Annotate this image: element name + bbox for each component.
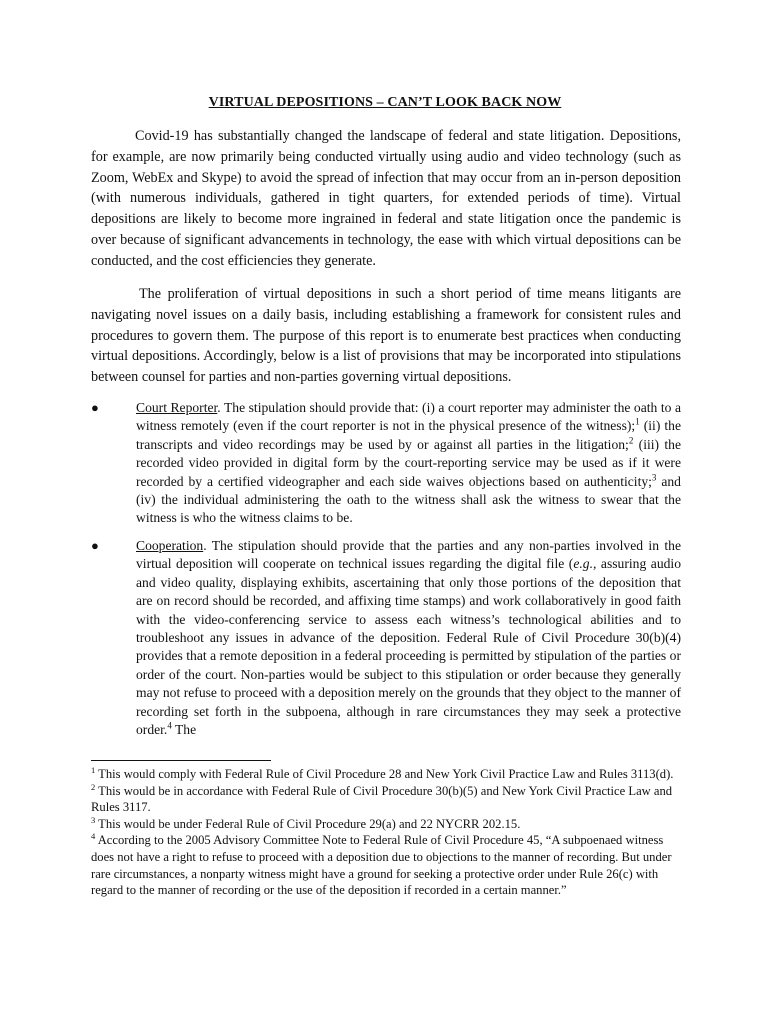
footnote-text: This would be in accordance with Federal Rule of Civil Procedure 30(b)(5) and New York Civil Practice Law and Rules 3117. [91,783,673,815]
bullet-body: The [171,722,197,738]
bullet-icon: ● [91,538,99,553]
footnote-number: 1 [91,764,96,775]
footnote-ref: 1 [635,416,640,427]
footnote-text: This would comply with Federal Rule of Civil Procedure 28 and New York Civil Practice Law and Rules 3113(d). [95,767,674,781]
footnote-ref: 4 [167,720,172,731]
paragraph-purpose: The proliferation of virtual depositions in such a short period of time means litigants are navigating novel issues on a daily basis, including establishing a framework for consistent rules and procedures to govern them. The purpose of this report is to enumerate best practices when conducting virtual depositions. Accordingly, below is a list of provisions that may be incorporated into stipulations between counsel for parties and non-parties governing virtual depositions. [91,286,681,386]
footnote-number: 4 [91,831,96,842]
bullet-body: . The stipulation should provide that: (i) a court reporter may administer the oath to a witness remotely (even if the court reporter is not in the physical presence of the witness); [136,400,681,434]
bullet-body: , assuring audio and video quality, displaying exhibits, ascertaining that only those portions of the deposition that are on record should be recorded, and affixing time stamps) and work collaboratively in good faith with the video-conferencing service to assess each witness’s technological abilities and to troubleshoot any issues in advance of the deposition. Federal Rule of Civil Procedure 30(b)(4) provides that a remote deposition in a federal proceeding is permitted by stipulation of the parties or order of the court. Non-parties would be subject to this stipulation or order because they generally may not refuse to proceed with a deposition merely on the grounds that they object to the manner of recording set forth in the subpoena, although in rare circumstances they may seek a protective order. [136,556,681,738]
bullet-text [136,537,681,739]
footnotes [91,766,681,899]
footnote-ref: 3 [651,472,657,483]
footnote-ref: 2 [628,435,634,446]
bullet-text [136,399,681,528]
bullet-heading: Court Reporter [136,400,218,415]
footnote [91,832,681,898]
bullet-body: . The stipulation should provide that the parties and any non-parties involved in the virtual deposition will cooperate on technical issues regarding the digital file ( [136,538,681,572]
bullet-heading: Cooperation [136,538,204,553]
footnote [91,766,681,783]
bullet-body: (ii) the transcripts and video recordings may be used by or against all parties in the litigation; [136,418,681,452]
bullet-body: (iii) the recorded video provided in digital form by the court-reporting service may be used as if it were recorded by a certified videographer and each side waives objections based on authenticity; [136,436,681,489]
bullet-italic: e.g. [573,556,593,572]
footnote-text: According to the 2005 Advisory Committee Note to Federal Rule of Civil Procedure 45, “A subpoenaed witness does not have a right to refuse to proceed with a deposition due to objections to the manner of recording. But under rare circumstances, a nonparty witness might have a ground for seeking a protective order under Rule 26(c) with regard to the manner of recording or the use of the deposition if recorded in a certain manner.” [91,833,672,898]
footnote-number: 2 [91,781,96,792]
document-title: VIRTUAL DEPOSITIONS – CAN’T LOOK BACK NOW [208,95,562,110]
footnote-divider [91,760,271,761]
bullet-body: and (iv) the individual administering the oath to the witness shall ask the witness to swear that the witness is who the witness claims to be. [136,473,681,526]
footnote [91,783,681,816]
paragraph-intro: Covid-19 has substantially changed the landscape of federal and state litigation. Depositions, for example, are now primarily being conducted virtually using audio and video technology (such as Zoom, WebEx and Skype) to avoid the spread of infection that may occur from an in-person deposition (with numerous individuals, gathered in tight quarters, for extended periods of time). Virtual depositions are likely to become more ingrained in federal and state litigation once the pandemic is over because of significant advancements in technology, the ease with which virtual depositions can be conducted, and the cost efficiencies they generate. [91,128,681,269]
footnote [91,816,681,833]
bullet-icon: ● [91,400,99,415]
footnote-number: 3 [91,814,96,825]
footnote-text: This would be under Federal Rule of Civil Procedure 29(a) and 22 NYCRR 202.15. [95,816,521,831]
